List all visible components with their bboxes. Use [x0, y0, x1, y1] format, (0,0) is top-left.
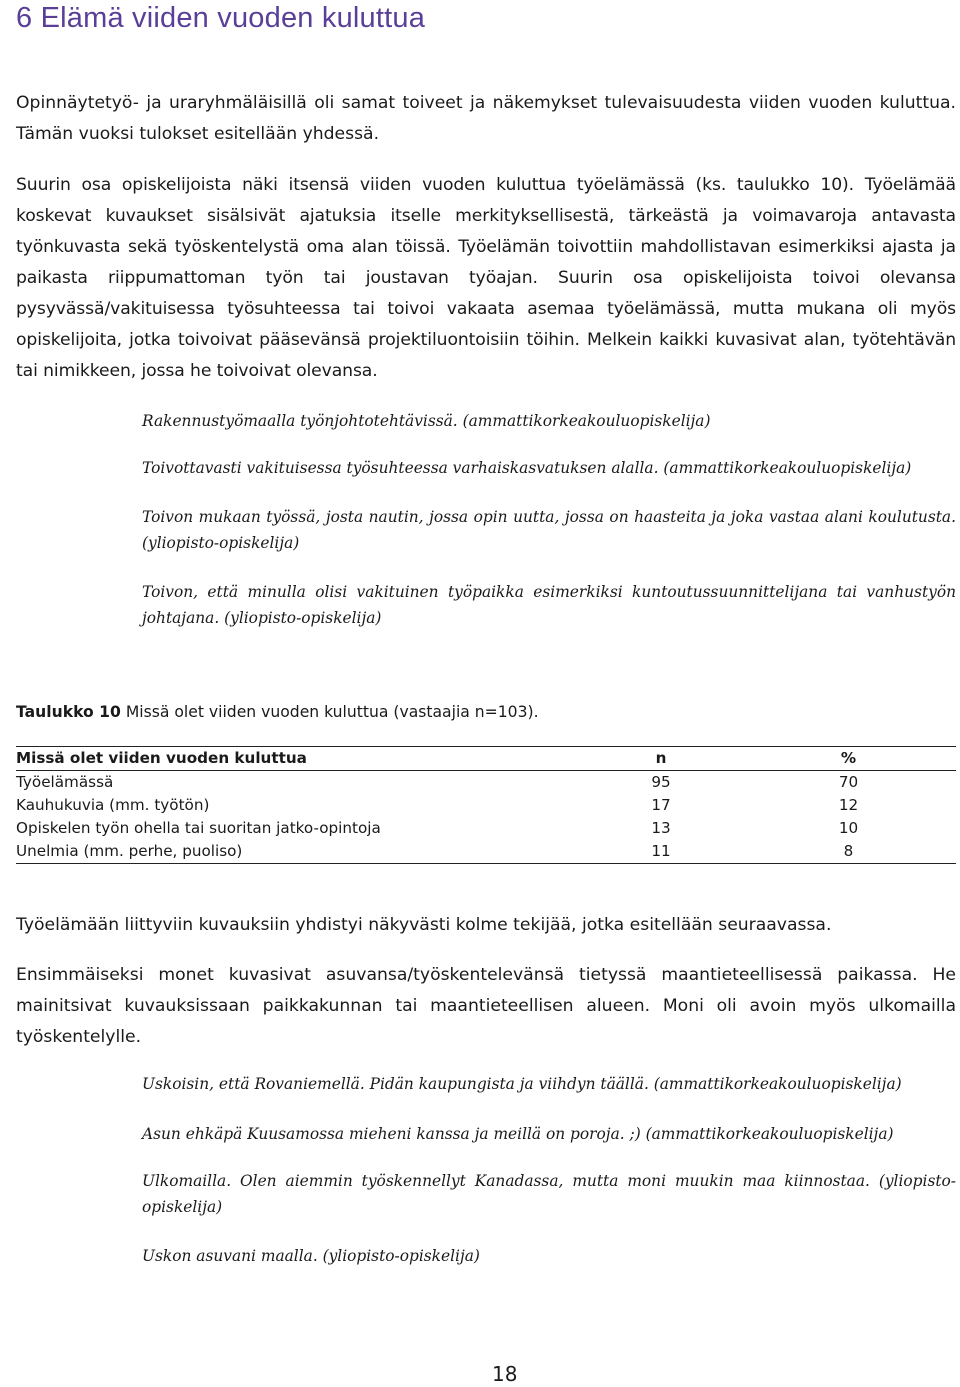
- results-paragraph: Suurin osa opiskelijoista näki itsensä viiden vuoden kuluttua työelämässä (ks. taulukko 10). Työelämää koskevat kuvaukset sisälsivät ajatuksia itselle merkityksellisestä, tärkeästä ja voimavaroja antavasta työnkuvasta sekä työskentelystä oma alan töissä. Työelämän toivottiin mahdollistavan esimerkiksi ajasta ja paikasta riippumattoman työn tai joustavan työajan. Suurin osa opiskelijoista toivoi olevansa pysyvässä/vakituisessa työsuhteessa tai toivoi vakaata asemaa työelämässä, mutta mukana oli myös opiskelijoita, jotka toivoivat pääsevänsä projektiluontoisiin töihin. Melkein kaikki kuvasivat alan, työtehtävän tai nimikkeen, jossa he toivoivat olevansa.: [16, 175, 956, 381]
- table-caption-text: Missä olet viiden vuoden kuluttua (vastaajia n=103).: [120, 703, 539, 721]
- row-category: Kauhukuvia (mm. työtön): [16, 796, 210, 814]
- row-category: Opiskelen työn ohella tai suoritan jatko-opintoja: [16, 819, 381, 837]
- section-heading: 6 Elämä viiden vuoden kuluttua: [16, 2, 426, 34]
- row-percent: 8: [843, 842, 854, 860]
- header-n: n: [655, 749, 667, 767]
- row-n: 11: [651, 842, 671, 860]
- quote: Toivottavasti vakituisessa työsuhteessa varhaiskasvatuksen alalla. (ammattikorkeakouluopiskelija): [142, 459, 912, 477]
- row-percent: 10: [838, 819, 859, 837]
- table-row: [16, 794, 956, 817]
- quote: Asun ehkäpä Kuusamossa mieheni kanssa ja meillä on poroja. ;) (ammattikorkeakouluopiskelija): [142, 1125, 894, 1143]
- row-percent: 70: [838, 773, 859, 791]
- row-category: Unelmia (mm. perhe, puoliso): [16, 842, 243, 860]
- row-n: 95: [651, 773, 671, 791]
- table-row: [16, 771, 956, 795]
- row-percent: 12: [838, 796, 859, 814]
- quote: Uskoisin, että Rovaniemellä. Pidän kaupungista ja viihdyn täällä. (ammattikorkeakouluopiskelija): [142, 1075, 902, 1093]
- quote: Toivon mukaan työssä, josta nautin, jossa opin uutta, jossa on haasteita ja joka vastaa alani koulutusta. (yliopisto-opiskelija): [142, 508, 956, 552]
- page-number: 18: [492, 1362, 518, 1386]
- row-category: Työelämässä: [16, 773, 114, 791]
- header-percent: %: [840, 749, 857, 767]
- factors-paragraph: Työelämään liittyviin kuvauksiin yhdistyi näkyvästi kolme tekijää, jotka esitellään seuraavassa.: [16, 915, 832, 935]
- intro-paragraph: Opinnäytetyö- ja uraryhmäläisillä oli samat toiveet ja näkemykset tulevaisuudesta viiden vuoden kuluttua. Tämän vuoksi tulokset esitellään yhdessä.: [16, 93, 956, 144]
- results-table: [16, 746, 956, 864]
- table-row: [16, 817, 956, 840]
- row-n: 13: [651, 819, 671, 837]
- table-caption: [16, 703, 539, 721]
- table-caption-label: Taulukko 10: [16, 703, 121, 721]
- quote: Toivon, että minulla olisi vakituinen työpaikka esimerkiksi kuntoutussuunnittelijana tai vanhustyön johtajana. (yliopisto-opiskelija): [142, 583, 956, 627]
- row-n: 17: [651, 796, 671, 814]
- table-row: [16, 840, 956, 864]
- table-header-row: [16, 747, 956, 771]
- quote: Ulkomailla. Olen aiemmin työskennellyt Kanadassa, mutta moni muukin maa kiinnostaa. (yliopisto-opiskelija): [142, 1172, 956, 1216]
- quote: Uskon asuvani maalla. (yliopisto-opiskelija): [142, 1247, 480, 1265]
- location-paragraph: Ensimmäiseksi monet kuvasivat asuvansa/työskentelevänsä tietyssä maantieteellisessä paikassa. He mainitsivat kuvauksissaan paikkakunnan tai maantieteellisen alueen. Moni oli avoin myös ulkomailla työskentelylle.: [16, 965, 956, 1047]
- header-category: Missä olet viiden vuoden kuluttua: [16, 749, 307, 767]
- quote: Rakennustyömaalla työnjohtotehtävissä. (ammattikorkeakouluopiskelija): [142, 412, 711, 430]
